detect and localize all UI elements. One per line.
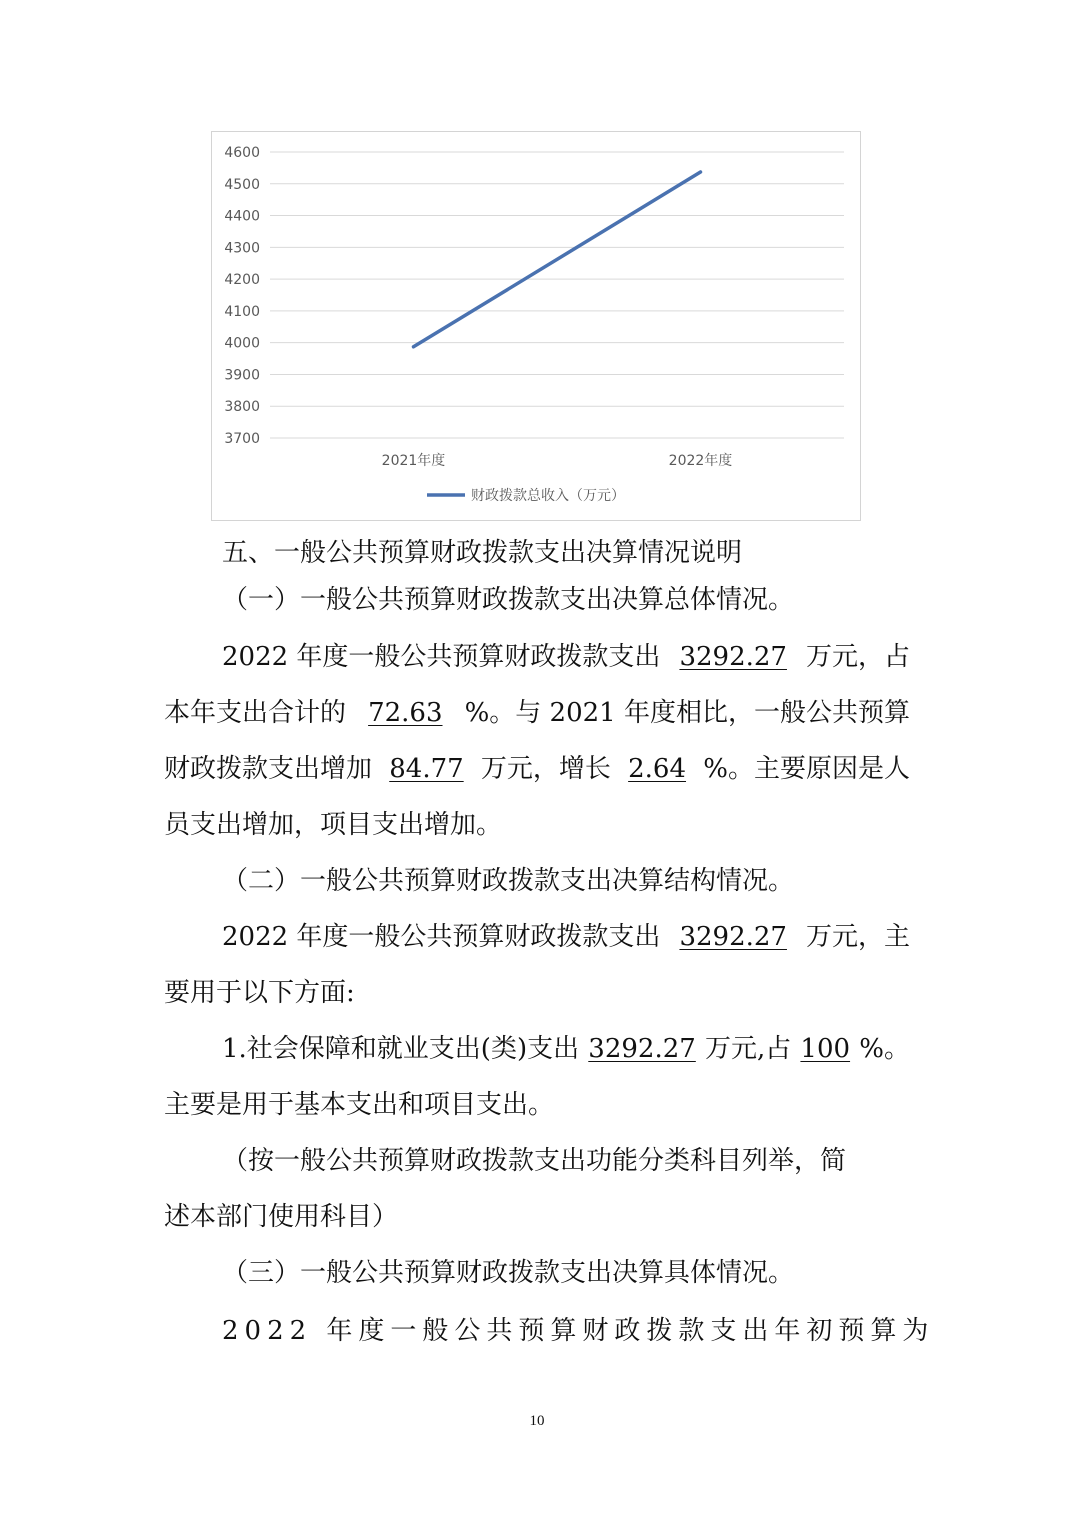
text: 2022 年度一般公共预算财政拨款支出 xyxy=(222,922,661,952)
value-percent: 72.63 xyxy=(368,698,443,728)
paragraph-1-line-3 xyxy=(164,752,910,786)
data-point xyxy=(412,345,415,348)
item-1-line-2: 主要是用于基本支出和项目支出。 xyxy=(164,1090,555,1120)
text: 财政拨款支出增加 xyxy=(164,754,373,784)
text: 2022 年度一般公共预算财政拨款支出 xyxy=(222,642,661,672)
value-growth: 2.64 xyxy=(628,754,687,784)
line-chart xyxy=(211,131,861,521)
note-line-1 xyxy=(164,1144,910,1178)
text: 万元，占 xyxy=(805,642,910,672)
y-tick-label: 4400 xyxy=(224,208,260,225)
text: （按一般公共预算财政拨款支出功能分类科目列举，简 xyxy=(222,1146,847,1176)
y-tick-label: 4200 xyxy=(224,272,260,289)
paragraph-2-line-1 xyxy=(164,920,910,954)
y-tick-label: 4100 xyxy=(224,303,260,320)
value-social-security: 3292.27 xyxy=(588,1034,696,1064)
text: 2022 年度一般公共预算财政拨款支出年初预算为 xyxy=(222,1316,935,1346)
y-tick-label: 3700 xyxy=(224,431,260,447)
text: 万元，主 xyxy=(805,922,910,952)
text: %。主要原因是人 xyxy=(703,754,910,784)
text: %。与 2021 年度相比，一般公共预算 xyxy=(464,698,910,728)
x-tick-label: 2022年度 xyxy=(668,453,733,469)
line-chart-svg xyxy=(212,132,862,522)
text: 万元，增长 xyxy=(480,754,611,784)
paragraph-2-line-2: 要用于以下方面: xyxy=(164,978,355,1008)
y-tick-label: 4300 xyxy=(224,240,260,257)
y-tick-label: 3800 xyxy=(224,399,260,416)
subsection-heading-2: （二）一般公共预算财政拨款支出决算结构情况。 xyxy=(222,866,795,896)
paragraph-1-line-1 xyxy=(164,640,910,674)
value-total: 3292.27 xyxy=(679,642,787,672)
y-tick-label: 4500 xyxy=(224,176,260,193)
paragraph-1-line-2 xyxy=(164,696,910,730)
value-total: 3292.27 xyxy=(679,922,787,952)
text: 1.社会保障和就业支出(类)支出 xyxy=(222,1034,580,1064)
note-line-2: 述本部门使用科目） xyxy=(164,1202,399,1232)
page-number: 10 xyxy=(529,1413,545,1429)
x-tick-label: 2021年度 xyxy=(381,453,446,469)
section-heading-5: 五、一般公共预算财政拨款支出决算情况说明 xyxy=(222,538,743,568)
data-point xyxy=(699,171,702,174)
subsection-heading-3: （三）一般公共预算财政拨款支出决算具体情况。 xyxy=(222,1258,795,1288)
legend-entry: 财政拨款总收入（万元） xyxy=(471,488,625,504)
value-share: 100 xyxy=(800,1034,851,1064)
y-tick-label: 3900 xyxy=(224,367,260,384)
paragraph-3-line-1 xyxy=(164,1314,935,1348)
value-increase: 84.77 xyxy=(389,754,464,784)
text: %。 xyxy=(859,1034,910,1064)
text: 本年支出合计的 xyxy=(164,698,347,728)
item-1-line-1 xyxy=(164,1032,910,1066)
y-tick-label: 4000 xyxy=(224,335,260,352)
text: 万元,占 xyxy=(704,1034,792,1064)
paragraph-1-line-4: 员支出增加，项目支出增加。 xyxy=(164,810,503,840)
subsection-heading-1: （一）一般公共预算财政拨款支出决算总体情况。 xyxy=(222,585,795,615)
series-line xyxy=(414,172,701,347)
y-tick-label: 4600 xyxy=(224,145,260,161)
